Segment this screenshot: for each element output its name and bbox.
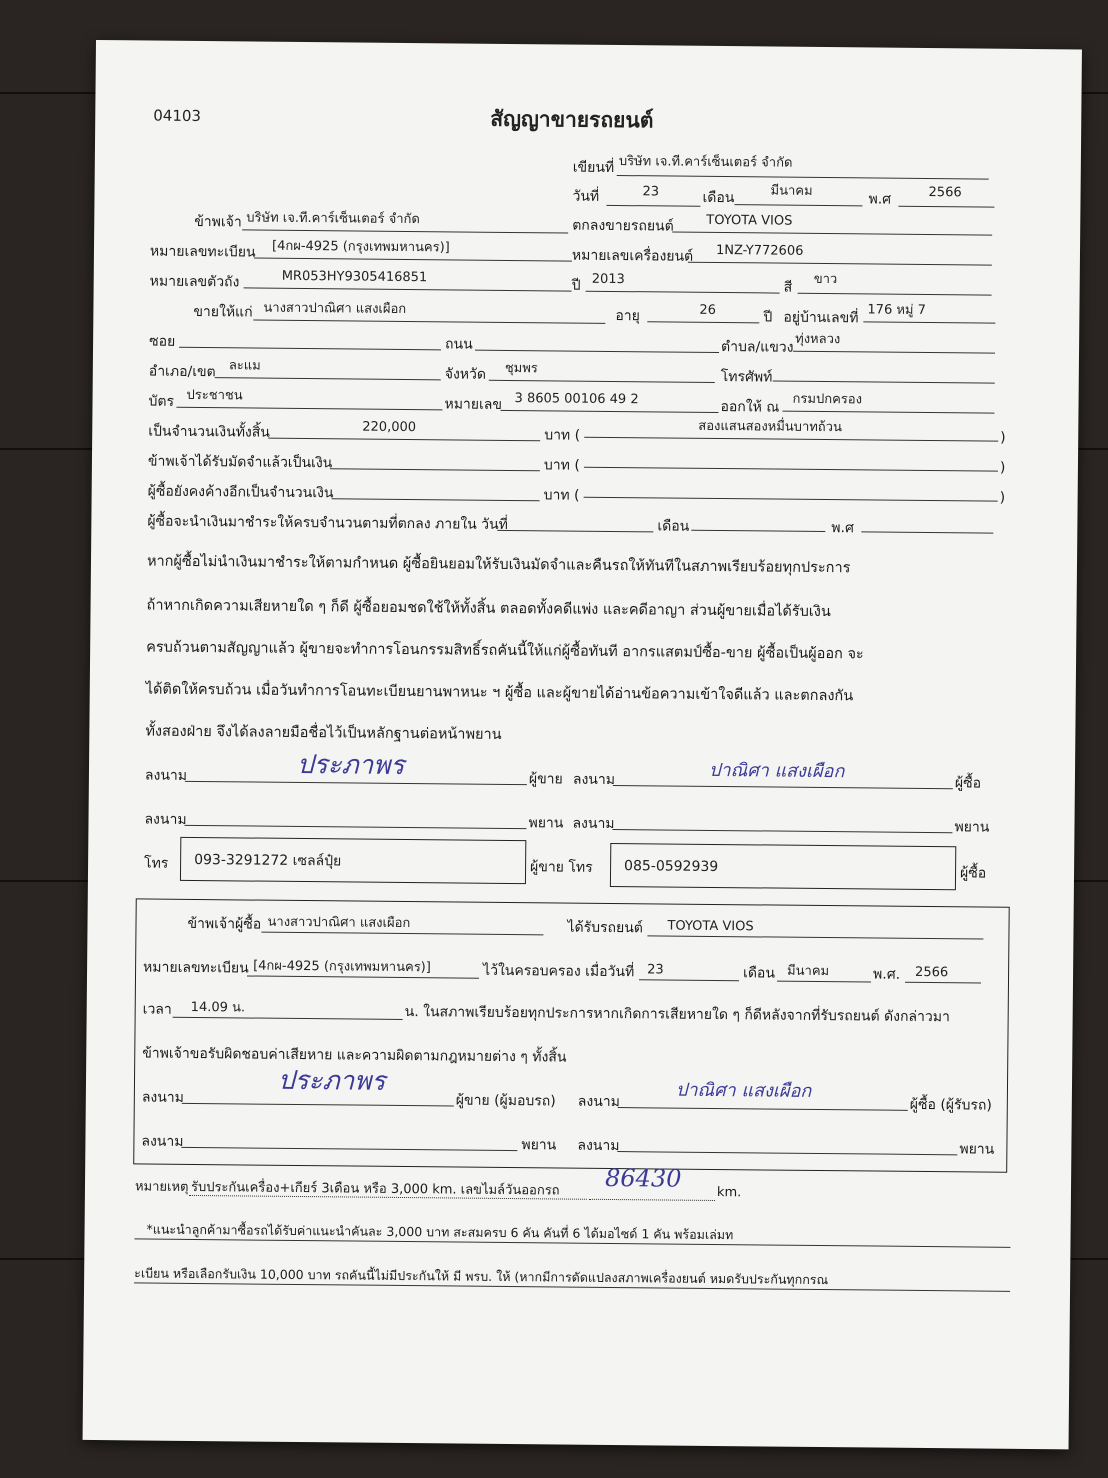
buyer-signature: ปาณิศา แสงเผือก	[708, 759, 845, 783]
remain-close: )	[999, 489, 1006, 506]
engine-value: 1NZ-Y772606	[715, 242, 804, 259]
issued-label: ออกให้ ณ	[720, 399, 780, 416]
phone-label: โทรศัพท์	[720, 369, 773, 386]
remain-baht-label: บาท (	[543, 487, 580, 504]
receipt-witness1-role: พยาน	[521, 1137, 557, 1154]
terms-line-4: ได้ติดให้ครบถ้วน เมื่อวันทำการโอนทะเบียนยานพาหนะ ฯ ผู้ซื้อ และผู้ขายได้อ่านข้อความเข้าใจดีแล้ว และตกลงกัน	[145, 681, 854, 705]
receipt-plate-value: [4กผ-4925 (กรุงเทพมหานคร)]	[253, 958, 431, 976]
receipt-day-value: 23	[647, 962, 664, 978]
total-words-value: สองแสนสองหมื่นบาทถ้วน	[698, 418, 842, 436]
witness2-sign-line	[612, 829, 952, 833]
place-label: เขียนที่	[572, 159, 615, 176]
seller-sign-line	[185, 781, 527, 785]
car-year-value: 2013	[591, 271, 625, 288]
province-line	[489, 380, 715, 383]
buyer-name-value: นางสาวปาณิศา แสงเผือก	[263, 300, 407, 317]
month-label: เดือน	[702, 189, 735, 207]
car-year-label: ปี	[571, 277, 581, 294]
receipt-condition: น. ในสภาพเรียบร้อยทุกประการหากเกิดการเสียหายใด ๆ ก็ดีหลังจากที่รับรถยนต์ ดังกล่าวมา	[404, 1004, 950, 1026]
engine-label: หมายเลขเครื่องยนต์	[571, 247, 694, 265]
due-year-label: พ.ศ	[831, 520, 855, 537]
phone-line	[773, 381, 995, 384]
chassis-line	[244, 287, 572, 291]
year-line	[898, 206, 994, 208]
car-model-line	[672, 232, 992, 236]
month-value: มีนาคม	[770, 183, 813, 199]
receipt-seller-signature: ประภาพร	[277, 1065, 386, 1097]
receipt-model-value: TOYOTA VIOS	[667, 918, 754, 935]
mileage-value: 86430	[604, 1163, 682, 1193]
terms-line-3: ครบถ้วนตามสัญญาแล้ว ผู้ขายจะทำการโอนกรรมสิทธิ์รถคันนี้ให้แก่ผู้ซื้อทันที อากรแสตมป์ซื้อ-ขาย ผู้ซื้อเป็นผู้ออก จะ	[146, 639, 864, 663]
soi-line	[179, 347, 441, 351]
deposit-close: )	[999, 459, 1006, 476]
id-label: หมายเลข	[444, 396, 503, 413]
seller-line	[242, 229, 568, 233]
plate-value: [4กผ-4925 (กรุงเทพมหานคร)]	[271, 238, 450, 256]
receipt-month-value: มีนาคม	[787, 963, 830, 980]
age-label: อายุ	[615, 307, 640, 325]
note-line-2: *แนะนำลูกค้ามาซื้อรถได้รับค่าแนะนำคันละ 3,000 บาท สะสมครบ 6 คัน คันที่ 6 ได้มอไซด์ 1 คัน พร้อมเล่มท	[146, 1221, 734, 1243]
receipt-buyer-value: นางสาวปาณิศา แสงเผือก	[267, 914, 411, 932]
deposit-line	[330, 468, 540, 471]
card-value: ประชาชน	[186, 387, 243, 404]
card-line	[176, 407, 442, 411]
chassis-label: หมายเลขตัวถัง	[149, 273, 240, 291]
receipt-seller-sign-label: ลงนาม	[141, 1089, 185, 1106]
seller-phone-tag: ผู้ขาย โทร	[530, 859, 593, 876]
age-value: 26	[699, 302, 717, 318]
due-day-line	[497, 530, 653, 532]
receipt-year-label: พ.ศ.	[872, 966, 901, 983]
receipt-year-value: 2566	[915, 964, 949, 981]
agree-sell-label: ตกลงขายรถยนต์	[572, 217, 674, 235]
due-month-line	[691, 530, 825, 532]
receipt-box	[133, 898, 1010, 1172]
receipt-witness2-label: ลงนาม	[577, 1137, 620, 1155]
buyer-sign-label: ลงนาม	[572, 771, 616, 789]
seller-sign-label: ลงนาม	[144, 767, 188, 784]
plate-line	[254, 258, 572, 262]
subdistrict-label: ตำบล/แขวง	[721, 339, 794, 356]
issued-line	[782, 411, 994, 414]
remain-words-line	[584, 497, 998, 502]
car-color-label: สี	[783, 279, 793, 296]
document-title: สัญญาขายรถยนต์	[490, 106, 654, 133]
province-label: จังหวัด	[444, 366, 487, 383]
terms-line-1: หากผู้ซื้อไม่นำเงินมาชำระให้ตามกำหนด ผู้ซื้อยินยอมให้รับเงินมัดจำและคืนรถให้ทันทีในสภาพเรียบร้อยทุกประการ	[146, 553, 851, 577]
issued-value: กรมปกครอง	[792, 391, 863, 408]
contract-paper	[83, 40, 1082, 1449]
car-color-value: ขาว	[813, 271, 838, 288]
soi-label: ซอย	[149, 333, 176, 350]
receipt-witness2-role: พยาน	[959, 1141, 995, 1158]
witness2-role: พยาน	[954, 819, 990, 836]
receipt-time-value: 14.09 น.	[190, 999, 246, 1016]
subdistrict-line	[793, 351, 995, 354]
seller-sign-role: ผู้ขาย	[528, 771, 563, 788]
seller-phone-value: 093-3291272 เซลล์ปุ๋ย	[194, 851, 342, 870]
plate-label: หมายเลขทะเบียน	[149, 243, 256, 261]
year-value: 2566	[928, 184, 962, 201]
seller-value: บริษัท เจ.ที.คาร์เซ็นเตอร์ จำกัด	[246, 210, 420, 228]
terms-line-2: ถ้าหากเกิดความเสียหายใด ๆ ก็ดี ผู้ซื้อยอมชดใช้ให้ทั้งสิ้น ตลอดทั้งคดีแพ่ง และคดีอาญา ส่วนผู้ขายเมื่อได้รับเงิน	[146, 597, 831, 621]
due-label: ผู้ซื้อจะนำเงินมาชำระให้ครบจำนวนตามที่ตกลง ภายใน วันที่	[147, 513, 508, 533]
document-number: 04103	[153, 106, 202, 126]
buyer-phone-tag: ผู้ซื้อ	[959, 865, 987, 882]
car-year-line	[586, 291, 780, 294]
buyer-sign-role: ผู้ซื้อ	[954, 775, 982, 792]
remain-label: ผู้ซื้อยังคงค้างอีกเป็นจำนวนเงิน	[147, 483, 334, 502]
address-label: อยู่บ้านเลขที่	[783, 309, 859, 327]
witness1-sign-label: ลงนาม	[144, 811, 187, 828]
province-value: ชุมพร	[504, 360, 538, 377]
total-value: 220,000	[362, 419, 417, 436]
total-label: เป็นจำนวนเงินทั้งสิ้น	[148, 423, 271, 441]
id-line	[500, 410, 718, 413]
mileage-unit: km.	[716, 1185, 742, 1201]
receipt-buyer-role: ผู้ซื้อ (ผู้รับรถ)	[909, 1096, 992, 1114]
deposit-words-line	[584, 467, 998, 472]
note-label: หมายเหตุ	[134, 1179, 189, 1195]
id-value: 3 8605 00106 49 2	[514, 391, 639, 408]
chassis-value: MR053HY9305416851	[281, 268, 428, 286]
deposit-label: ข้าพเจ้าได้รับมัดจำแล้วเป็นเงิน	[147, 453, 333, 472]
mileage-line	[589, 1199, 715, 1201]
year-label: พ.ศ	[868, 191, 892, 208]
receipt-plate-label: หมายเลขทะเบียน	[143, 959, 249, 977]
receipt-buyer-sign-label: ลงนาม	[577, 1093, 620, 1111]
receipt-month-label: เดือน	[742, 965, 776, 982]
phones-label: โทร	[144, 855, 169, 872]
receipt-seller-role: ผู้ขาย (ผู้มอบรถ)	[455, 1092, 556, 1110]
total-close: )	[1000, 429, 1006, 446]
receipt-buyer-signature: ปาณิศา แสงเผือก	[675, 1079, 812, 1102]
note-line-3: ะเบียน หรือเลือกรับเงิน 10,000 บาท รถคันนี้ไม่มีประกันให้ มี พรบ. ให้ (หากมีการดัดแปลงสภาพเครื่องยนต์ หมดรับประกันทุกกรณ	[134, 1265, 829, 1288]
receipt-time-label: เวลา	[142, 1001, 172, 1018]
buyer-name-line	[253, 320, 605, 324]
engine-line	[688, 262, 992, 266]
subdistrict-value: ทุ่งหลวง	[795, 331, 841, 348]
total-line	[268, 438, 540, 442]
buyer-sign-line	[613, 785, 953, 789]
receipt-responsibility: ข้าพเจ้าขอรับผิดชอบค่าเสียหาย และความผิดตามกฎหมายต่าง ๆ ทั้งสิ้น	[142, 1045, 567, 1066]
place-line	[617, 175, 989, 180]
deposit-baht-label: บาท (	[543, 457, 580, 474]
receipt-own-label: ไว้ในครอบครอง เมื่อวันที่	[483, 962, 635, 981]
car-color-line	[798, 293, 992, 296]
card-label: บัตร	[148, 393, 175, 410]
witness1-sign-line	[184, 825, 526, 829]
month-line	[734, 204, 862, 206]
district-value: ละแม	[228, 358, 261, 374]
age-line	[647, 321, 759, 323]
witness1-role: พยาน	[528, 815, 564, 832]
car-model-value: TOYOTA VIOS	[706, 212, 793, 229]
day-line	[606, 205, 700, 207]
witness2-sign-label: ลงนาม	[572, 815, 615, 833]
day-label: วันที่	[572, 188, 600, 205]
district-label: อำเภอ/เขต	[148, 363, 216, 381]
remain-line	[332, 498, 540, 501]
age-unit: ปี	[763, 309, 773, 326]
place-value: บริษัท เจ.ที.คาร์เซ็นเตอร์ จำกัด	[618, 154, 793, 171]
seller-signature: ประภาพร	[296, 749, 405, 781]
address-value: 176 หมู่ 7	[867, 302, 927, 318]
seller-label: ข้าพเจ้า	[194, 213, 242, 231]
road-label: ถนน	[445, 336, 473, 353]
address-line	[863, 321, 995, 323]
day-value: 23	[642, 184, 660, 200]
note-text: รับประกันเครื่อง+เกียร์ 3เดือน หรือ 3,000 km. เลขไมล์วันออกรถ	[190, 1179, 560, 1199]
total-baht-label: บาท (	[544, 427, 581, 444]
receipt-buyer-label: ข้าพเจ้าผู้ซื้อ	[187, 915, 262, 933]
due-year-line	[861, 531, 993, 533]
buyer-phone-value: 085-0592939	[624, 858, 719, 876]
due-month-label: เดือน	[657, 518, 690, 535]
buyer-label: ขายให้แก่	[193, 303, 253, 321]
receipt-recv-label: ได้รับรถยนต์	[567, 919, 643, 937]
terms-line-5: ทั้งสองฝ่าย จึงได้ลงลายมือชื่อไว้เป็นหลักฐานต่อหน้าพยาน	[145, 723, 502, 743]
road-line	[475, 350, 719, 353]
district-line	[215, 377, 441, 380]
receipt-witness1-label: ลงนาม	[141, 1133, 184, 1150]
total-words-line	[584, 437, 998, 442]
